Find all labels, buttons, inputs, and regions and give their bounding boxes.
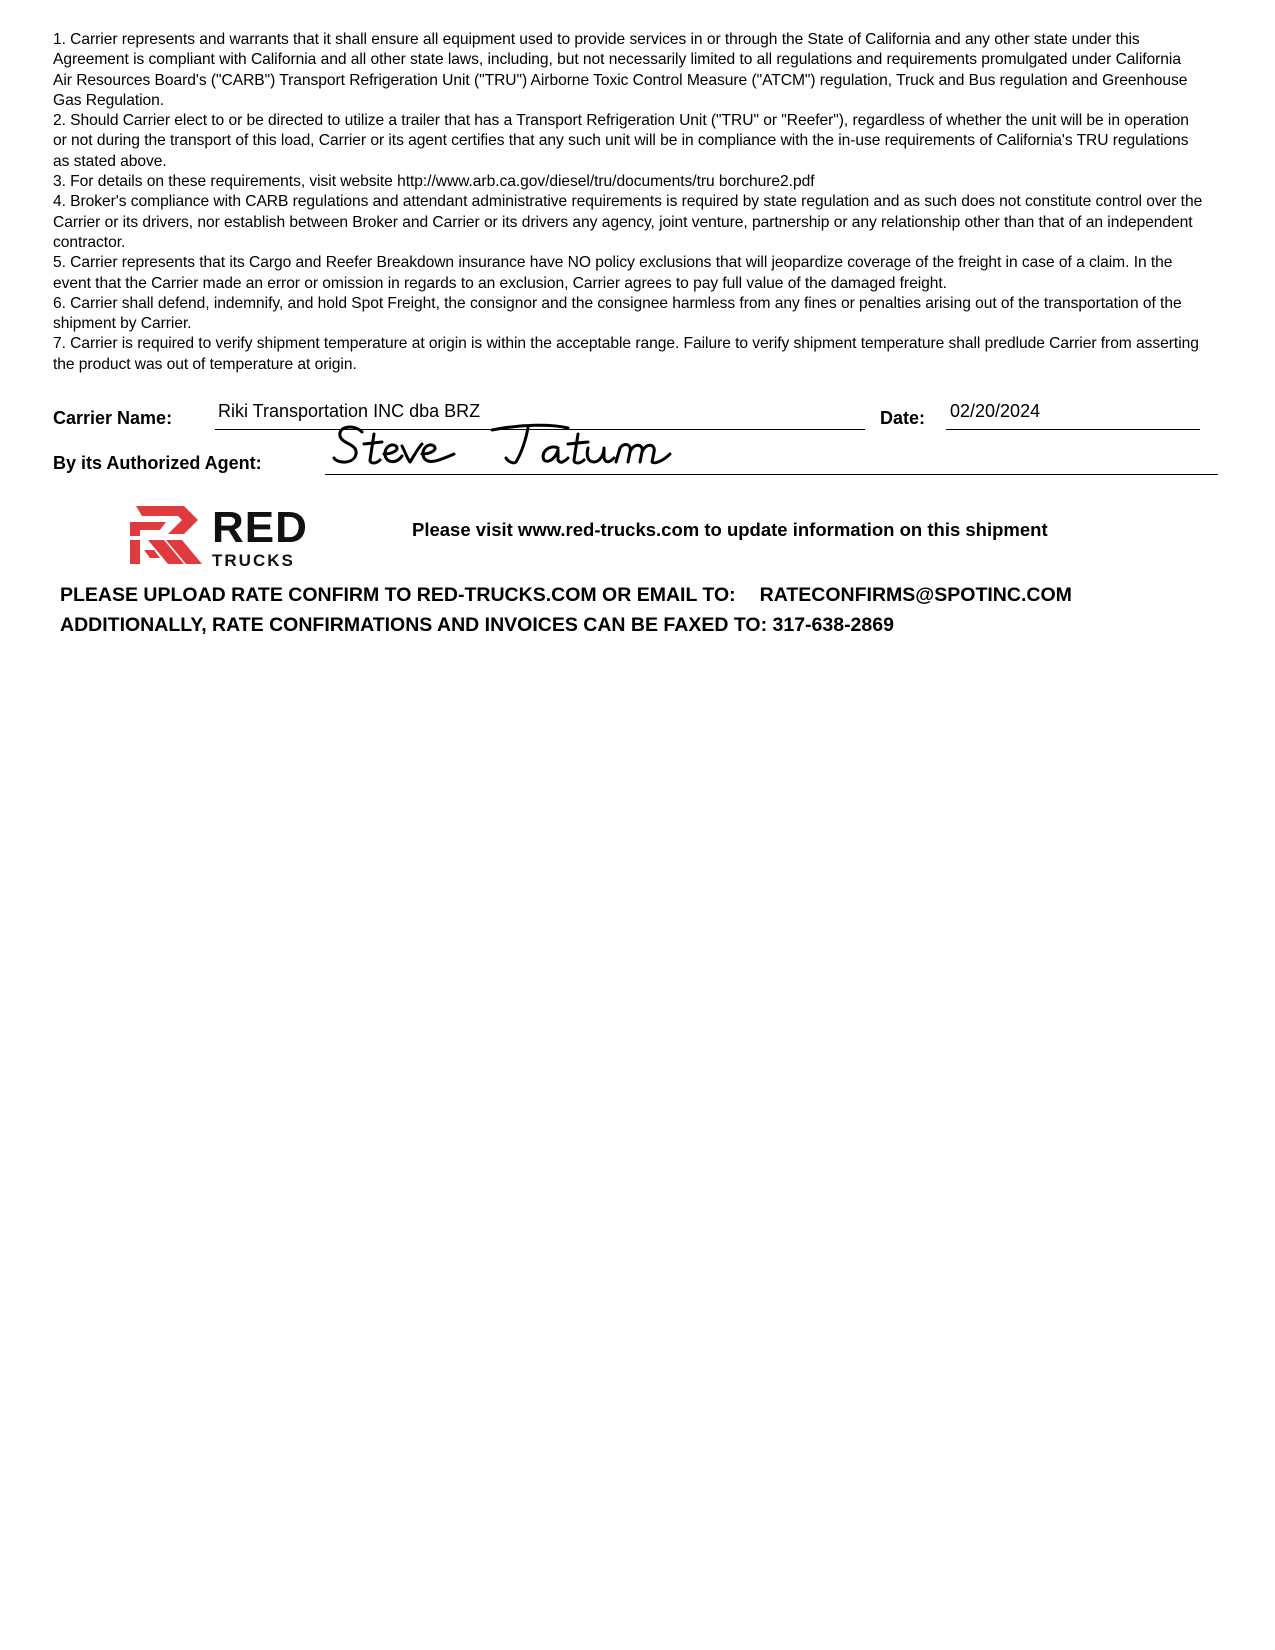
date-label: Date: xyxy=(880,408,926,428)
fax-instructions-line: ADDITIONALLY, RATE CONFIRMATIONS AND INVOICES CAN BE FAXED TO: 317-638-2869 xyxy=(60,614,894,636)
visit-website-text: Please visit www.red-trucks.com to update information on this shipment xyxy=(412,519,1048,540)
term-5: 5. Carrier represents that its Cargo and Reefer Breakdown insurance have NO policy exclusions that will jeopardize coverage of the freight in case of a claim. In the event that the Carrier made an error or omission in regards to an exclusion, Carrier agrees to pay full value of the damaged freight. xyxy=(53,254,1173,292)
red-trucks-logo xyxy=(128,500,328,572)
signature-image xyxy=(332,420,712,472)
logo-word-red: RED xyxy=(212,503,308,552)
rate-confirms-email[interactable]: RATECONFIRMS@SPOTINC.COM xyxy=(759,584,1072,606)
upload-instructions-line1 xyxy=(60,584,1072,607)
upload-instructions-text: PLEASE UPLOAD RATE CONFIRM TO RED-TRUCKS.COM OR EMAIL TO: xyxy=(60,584,736,606)
logo-word-trucks: TRUCKS xyxy=(212,551,295,570)
terms-list xyxy=(53,30,1203,375)
term-6: 6. Carrier shall defend, indemnify, and hold Spot Freight, the consignor and the consignee harmless from any fines or penalties arising out of the transportation of the shipment by Carrier. xyxy=(53,294,1182,333)
term-2: 2. Should Carrier elect to or be directed to utilize a trailer that has a Transport Refrigeration Unit ("TRU" or "Reefer"), regardless of whether the unit will be in operation or not during the transport of this load, Carrier or its agent certifies that any such unit will be in compliance with the in-use requirements of California's TRU regulations as stated above. xyxy=(53,112,1189,170)
date-value[interactable]: 02/20/2024 xyxy=(950,401,1041,421)
carrier-name-value[interactable]: Riki Transportation INC dba BRZ xyxy=(218,401,481,421)
term-1: 1. Carrier represents and warrants that it shall ensure all equipment used to provide services in or through the State of California and any other state under this Agreement is compliant with California and all other state laws, including, but not necessarily limited to all regulations and requirements promulgated under California Air Resources Board's ("CARB") Transport Refrigeration Unit ("TRU") Airborne Toxic Control Measure ("ATCM") regulation, Truck and Bus regulation and Greenhouse Gas Regulation. xyxy=(53,31,1188,109)
term-3: 3. For details on these requirements, visit website http://www.arb.ca.gov/diesel/tru/documents/tru borchure2.pdf xyxy=(53,173,815,191)
authorized-agent-label: By its Authorized Agent: xyxy=(53,453,262,473)
date-underline xyxy=(946,429,1200,430)
authorized-agent-underline xyxy=(325,474,1218,475)
term-7: 7. Carrier is required to verify shipment temperature at origin is within the acceptable range. Failure to verify shipment temperature shall predlude Carrier from asserting the product was out of temperature at origin. xyxy=(53,335,1199,373)
carrier-name-label: Carrier Name: xyxy=(53,408,173,428)
term-4: 4. Broker's compliance with CARB regulations and attendant administrative requirements is required by state regulation and as such does not constitute control over the Carrier or its drivers, nor establish between Broker and Carrier or its drivers any agency, joint venture, partnership or any relationship other than that of an independent contractor. xyxy=(53,193,1203,251)
